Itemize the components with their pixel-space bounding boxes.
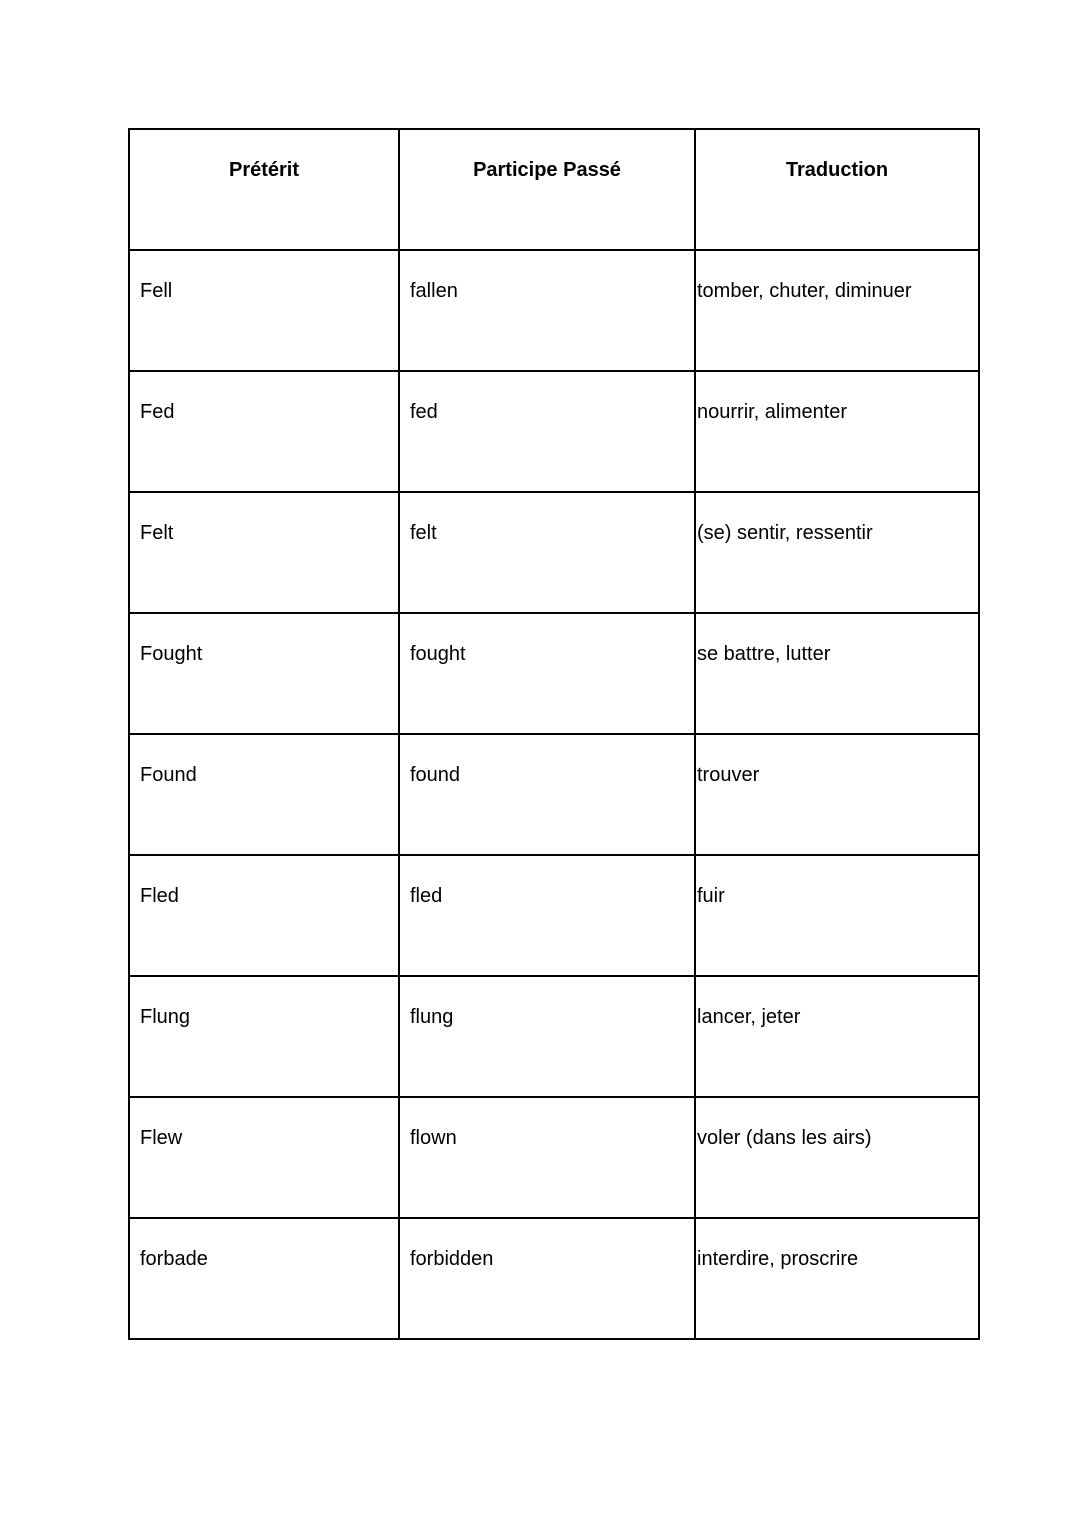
cell-participe-passe: flung: [399, 976, 695, 1097]
table-row: [129, 1097, 979, 1218]
cell-traduction: voler (dans les airs): [695, 1097, 979, 1218]
table-row: [129, 492, 979, 613]
header-participe-passe: Participe Passé: [399, 129, 695, 250]
table-header-row: [129, 129, 979, 250]
cell-preterit: forbade: [129, 1218, 399, 1339]
header-preterit: Prétérit: [129, 129, 399, 250]
cell-traduction: lancer, jeter: [695, 976, 979, 1097]
cell-preterit: Flew: [129, 1097, 399, 1218]
table-row: [129, 1218, 979, 1339]
cell-preterit: Found: [129, 734, 399, 855]
cell-participe-passe: fought: [399, 613, 695, 734]
cell-traduction: nourrir, alimenter: [695, 371, 979, 492]
cell-preterit: Flung: [129, 976, 399, 1097]
cell-traduction: (se) sentir, ressentir: [695, 492, 979, 613]
cell-traduction: interdire, proscrire: [695, 1218, 979, 1339]
table-row: [129, 855, 979, 976]
cell-traduction: tomber, chuter, diminuer: [695, 250, 979, 371]
table-row: [129, 613, 979, 734]
cell-participe-passe: fled: [399, 855, 695, 976]
cell-preterit: Fed: [129, 371, 399, 492]
cell-traduction: trouver: [695, 734, 979, 855]
cell-participe-passe: found: [399, 734, 695, 855]
irregular-verbs-table: [128, 128, 980, 1340]
cell-participe-passe: forbidden: [399, 1218, 695, 1339]
cell-preterit: Fled: [129, 855, 399, 976]
table-row: [129, 734, 979, 855]
table-row: [129, 250, 979, 371]
cell-preterit: Felt: [129, 492, 399, 613]
cell-traduction: fuir: [695, 855, 979, 976]
cell-participe-passe: felt: [399, 492, 695, 613]
cell-participe-passe: flown: [399, 1097, 695, 1218]
cell-preterit: Fell: [129, 250, 399, 371]
table-row: [129, 371, 979, 492]
cell-participe-passe: fed: [399, 371, 695, 492]
cell-traduction: se battre, lutter: [695, 613, 979, 734]
table-row: [129, 976, 979, 1097]
header-traduction: Traduction: [695, 129, 979, 250]
cell-preterit: Fought: [129, 613, 399, 734]
cell-participe-passe: fallen: [399, 250, 695, 371]
